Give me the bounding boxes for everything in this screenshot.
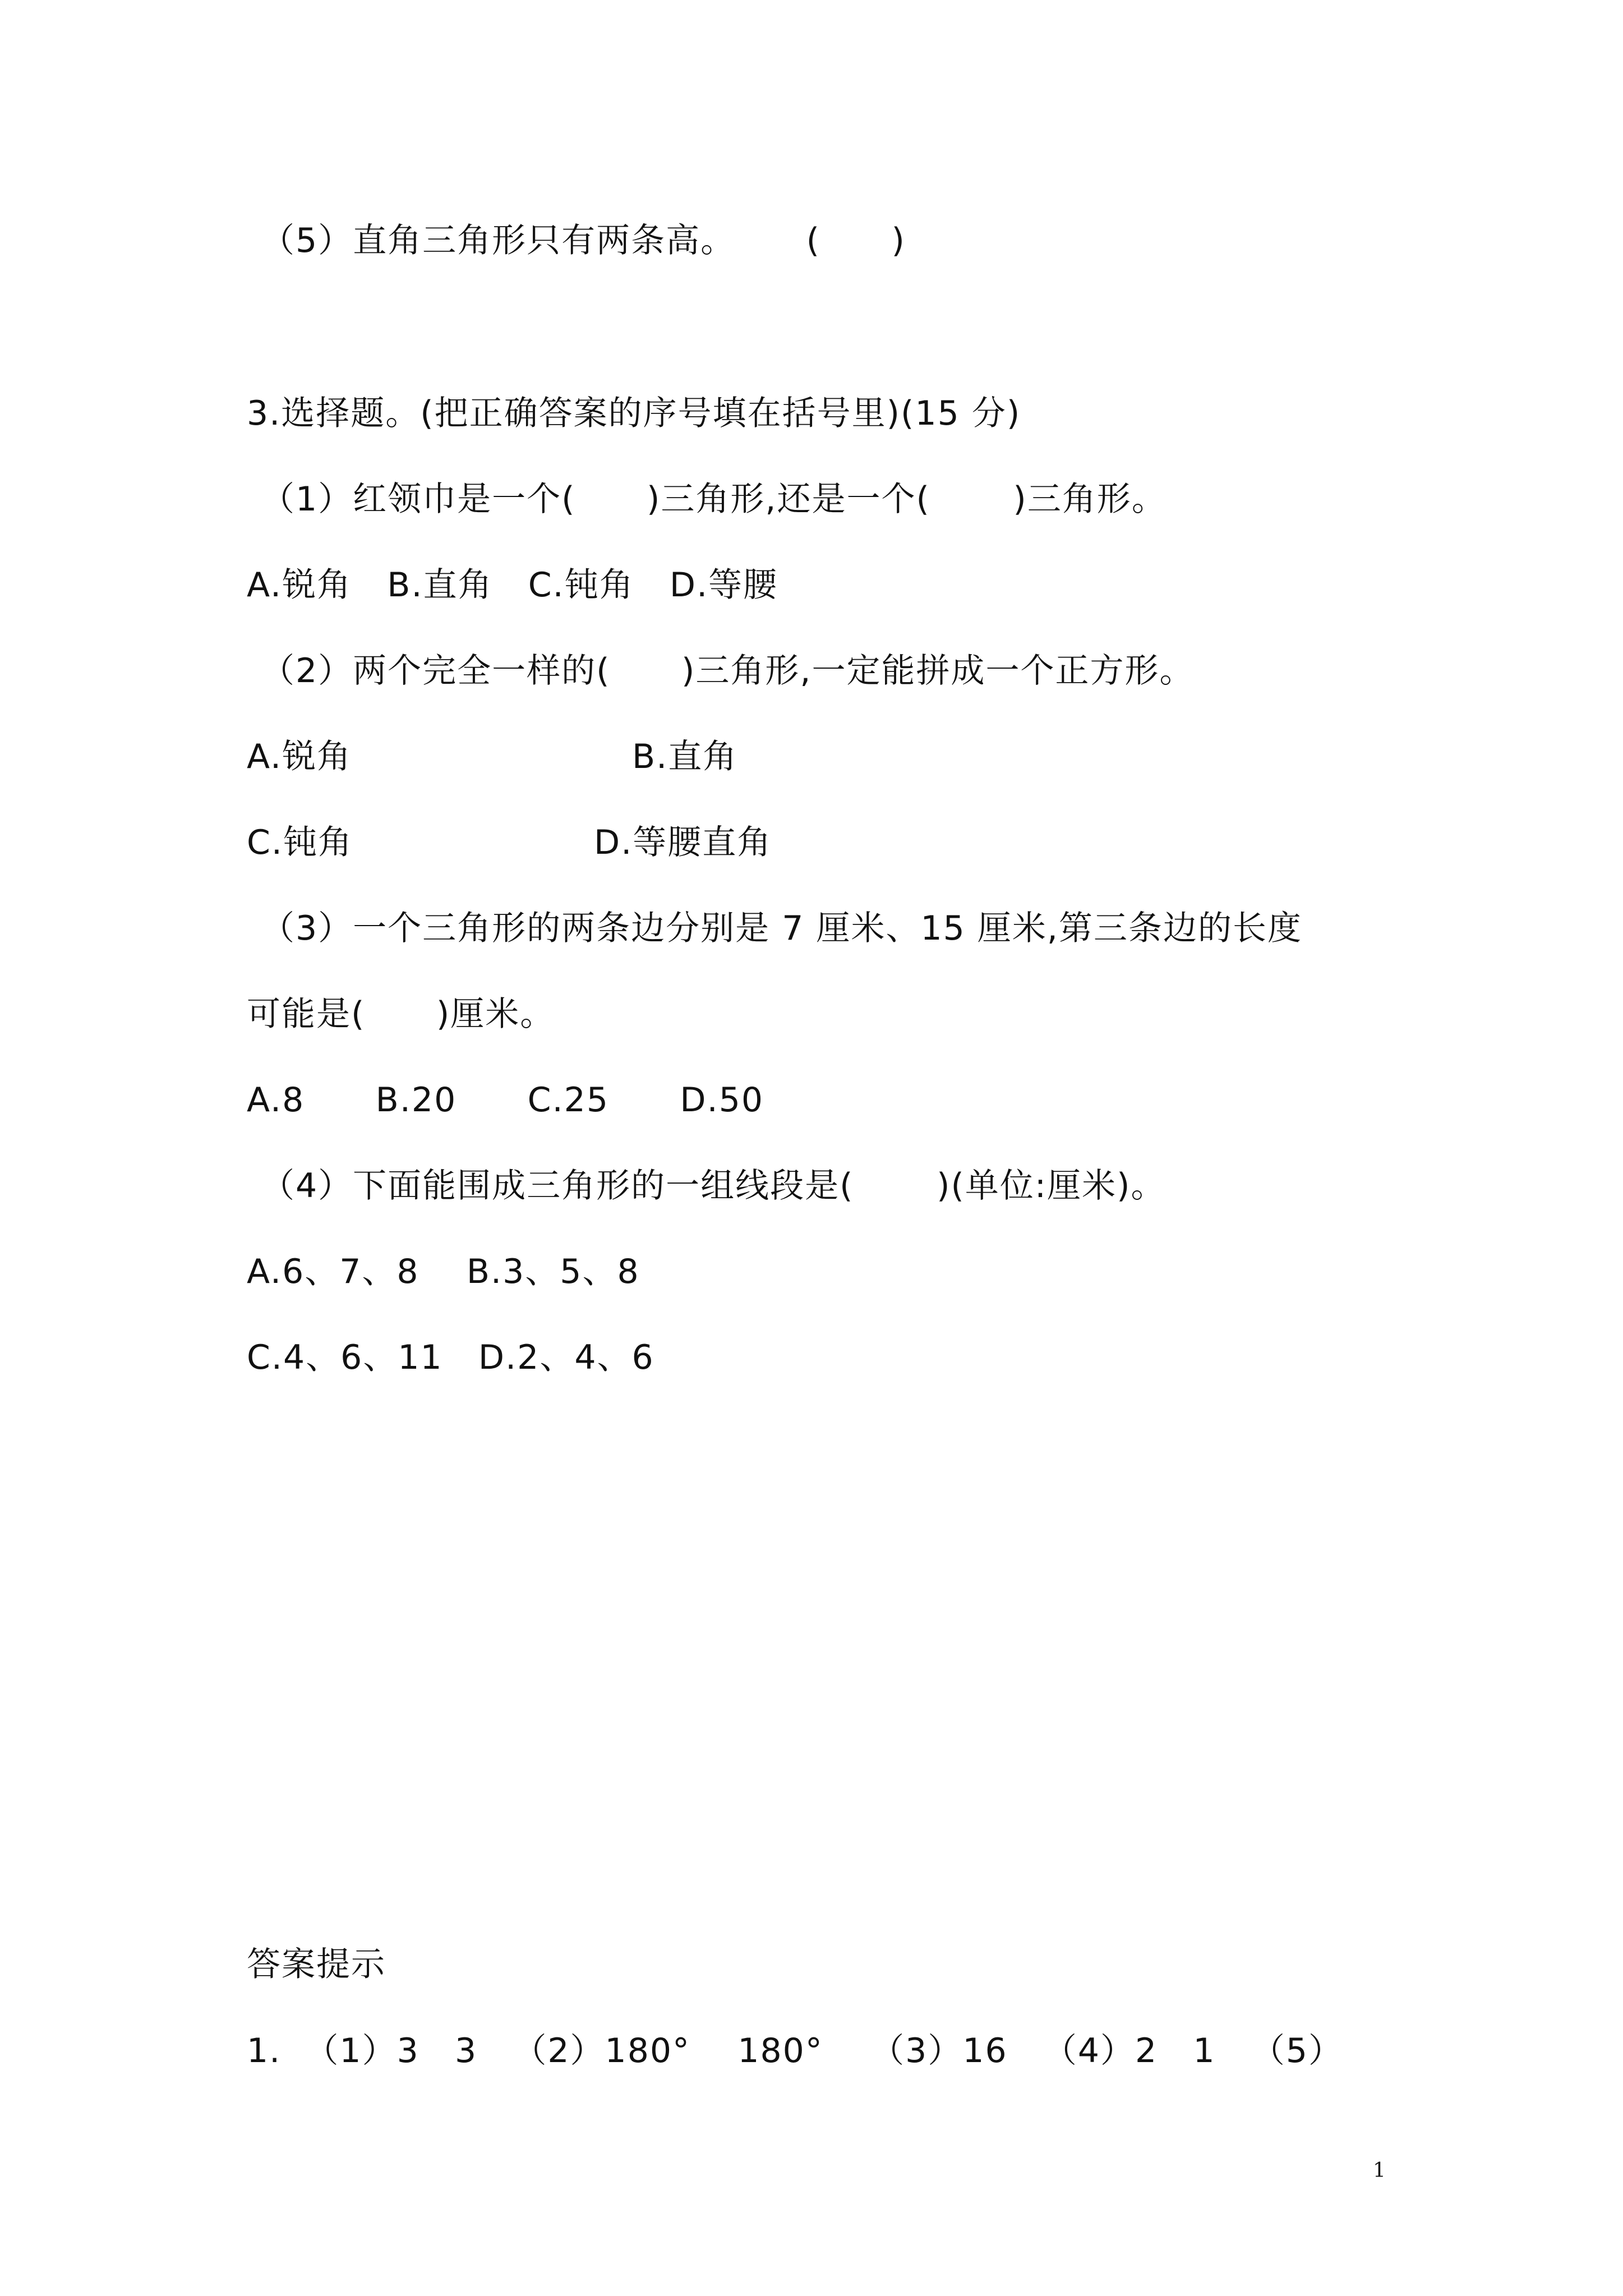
question-3-stem-line-2: 可能是( )厘米。 [247,995,555,1034]
answers-title: 答案提示 [247,1945,386,1984]
question-1-stem: （1）红领巾是一个( )三角形,还是一个( )三角形。 [261,480,1166,519]
question-2-option-b: B.直角 [632,737,738,776]
question-2-option-c: C.钝角 [247,823,353,862]
question-2-option-d: D.等腰直角 [594,823,772,862]
question-4-options-line-1: A.6、7、8 B.3、5、8 [247,1252,640,1291]
question-3-stem-line-1: （3）一个三角形的两条边分别是 7 厘米、15 厘米,第三条边的长度 [261,909,1302,948]
question-1-options: A.锐角 B.直角 C.钝角 D.等腰 [247,565,778,605]
section-3-title: 3.选择题。(把正确答案的序号填在括号里)(15 分) [247,394,1021,433]
question-2-stem: （2）两个完全一样的( )三角形,一定能拼成一个正方形。 [261,651,1195,691]
question-3-options: A.8 B.20 C.25 D.50 [247,1080,764,1120]
page-number: 1 [1373,2159,1386,2182]
judgement-question-5: （5）直角三角形只有两条高。 ( ) [261,221,906,260]
answers-line-1: 1. （1）3 3 （2）180° 180° （3）16 （4）2 1 （5） [247,2031,1344,2070]
question-4-options-line-2: C.4、6、11 D.2、4、6 [247,1338,654,1377]
question-2-option-a: A.锐角 [247,737,352,776]
question-4-stem: （4）下面能围成三角形的一组线段是( )(单位:厘米)。 [261,1166,1166,1205]
